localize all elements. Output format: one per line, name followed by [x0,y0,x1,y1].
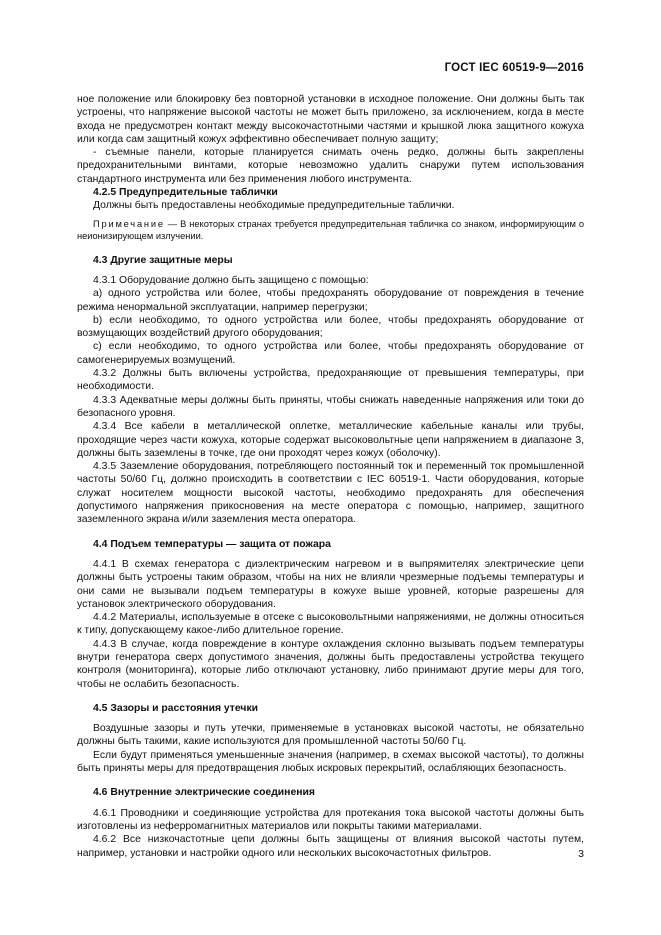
page-body [77,93,584,860]
paragraph-4-3-5: 4.3.5 Заземление оборудования, потребляющего постоянный ток и переменный ток промышленной частоты 50/60 Гц, должно происходить в соответствии с IEC 60519-1. Части оборудования, которые служат носителем мощности высокой частоты, необходимо предохранять для обеспечения допустимого напряжения прикосновения на месте оператора с помощью, например, защитного заземленного экрана и/или заземления места оператора. [77,461,584,526]
paragraph-4-5-clearances: Воздушные зазоры и путь утечки, применяемые в установках высокой частоты, не обязательно должны быть такими, какие используются для промышленной частоты 50/60 Гц. [77,723,584,748]
paragraph-4-3-1-a: a) одного устройства или более, чтобы предохранять оборудование от повреждения в течение режима ненормальной эксплуатации, например перегрузки; [77,288,584,313]
paragraph-4-6-2: 4.6.2 Все низкочастотные цепи должны быть защищены от влияния высокой частоты путем, например, установки и настройки одного или нескольких высокочастотных фильтров. [77,834,584,859]
paragraph-removable-panels: - съемные панели, которые планируется снимать очень редко, должны быть закреплены предохранительными винтами, которые невозможно удалить снаружи путем использования стандартного инструмента или без применения любого инструмента. [77,147,584,185]
heading-4-3: 4.3 Другие защитные меры [93,254,233,266]
note [77,218,584,243]
paragraph-4-4-3: 4.4.3 В случае, когда повреждение в контуре охлаждения склонно вызывать подъем температуры внутри генератора сверх допустимого значения, должны быть предоставлены устройства текущего контроля (мониторинга), которые либо отключают установку, либо принимают другие меры для того, чтобы не ослабить безопасность. [77,638,584,690]
paragraph-continuation: ное положение или блокировку без повторной установки в исходное положение. Они должны быть так устроены, что напряжение высокой частоты не может быть приложено, за исключением, когда в месте входа не предусмотрен контакт между высокочастотными частями и крышкой люка защитного кожуха или когда сам защитный кожух эффективно обеспечивает полную защиту; [77,94,584,145]
note-text: — В некоторых странах требуется предупредительная табличка со знаком, информирующим о неионизирующем излучении. [77,218,584,242]
paragraph-4-6-1: 4.6.1 Проводники и соединяющие устройства для протекания тока высокой частоты должны быть изготовлены из неферромагнитных материалов или покрыты такими материалами. [77,807,584,832]
paragraph-4-5-reduced-values: Если будут применяться уменьшенные значения (например, в схемах высокой частоты), то должны быть приняты меры для предотвращения любых искровых перекрытий, ослабляющих безопасность. [77,749,584,775]
standard-designation: ГОСТ IEC 60519-9—2016 [444,62,584,74]
paragraph-4-3-1: 4.3.1 Оборудование должно быть защищено с помощью: [93,274,369,286]
page-number: 3 [578,848,584,860]
heading-4-6: 4.6 Внутренние электрические соединения [93,787,315,799]
heading-4-4: 4.4 Подъем температуры — защита от пожара [93,538,331,550]
paragraph-4-3-2: 4.3.2 Должны быть включены устройства, предохраняющие от превышения температуры, при необходимости. [77,368,584,393]
paragraph-4-4-1: 4.4.1 В схемах генератора с диэлектрическим нагревом и в выпрямителях электрические цепи должны быть устроены таким образом, чтобы на них не влияли чрезмерные подъемы температуры и они сами не вызывали подъем температуры в кожухе выше уровней, которые разрешены для установок электрического оборудования. [77,558,584,610]
paragraph-4-3-3: 4.3.3 Адекватные меры должны быть приняты, чтобы снижать наведенные напряжения или токи до безопасного уровня. [77,394,584,419]
paragraph-4-3-1-c: c) если необходимо, то одного устройства или более, чтобы предохранять оборудование от самогенерируемых возмущений. [77,341,584,366]
paragraph-4-3-4: 4.3.4 Все кабели в металлической оплетке, металлические кабельные каналы или трубы, проходящие через части кожуха, которые содержат высоковольтные цепи напряжением в диапазоне 3, должны быть заземлены в точке, где они проходят через кожух (оболочку). [77,421,584,459]
heading-4-2-5: 4.2.5 Предупредительные таблички [93,187,278,199]
note-label: Примечание [93,218,165,229]
heading-4-5: 4.5 Зазоры и расстояния утечки [93,702,259,714]
paragraph-4-2-5: Должны быть предоставлены необходимые предупредительные таблички. [93,200,455,212]
paragraph-4-4-2: 4.4.2 Материалы, используемые в отсеке с высоковольтными напряжениями, не должны относиться к типу, допускающему какое-либо длительное горение. [77,612,584,637]
paragraph-4-3-1-b: b) если необходимо, то одного устройства или более, чтобы предохранять оборудование от возмущающих воздействий другого оборудования; [77,314,584,340]
